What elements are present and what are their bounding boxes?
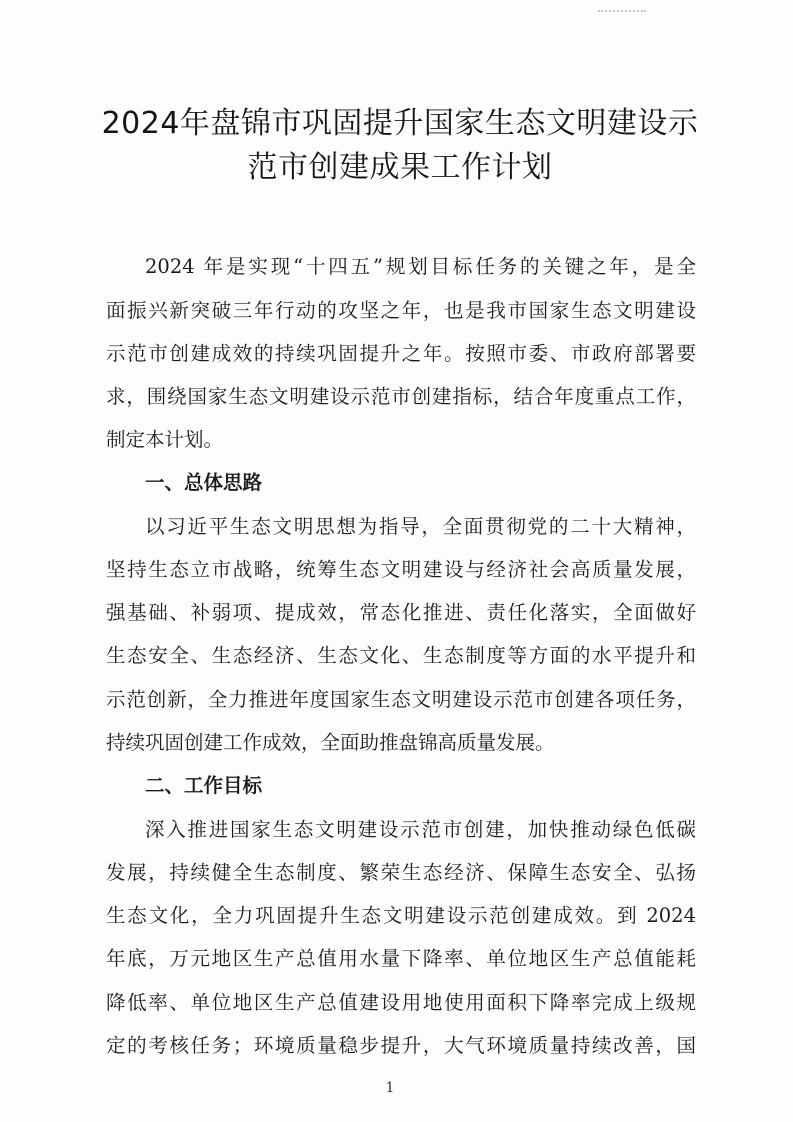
section1-line: 生态安全、生态经济、生态文化、生态制度等方面的水平提升和 xyxy=(106,644,696,667)
section2-line: 降低率、单位地区生产总值建设用地使用面积下降率完成上级规 xyxy=(106,991,696,1014)
document-title-line-2: 范市创建成果工作计划 xyxy=(247,150,553,185)
section2-line: 年底，万元地区生产总值用水量下降率、单位地区生产总值能耗 xyxy=(106,947,696,970)
scan-artifact xyxy=(598,10,646,17)
intro-line: 制定本计划。 xyxy=(106,428,224,451)
page-number: 1 xyxy=(385,1080,395,1096)
section1-line: 强基础、补弱项、提成效，常态化推进、责任化落实，全面做好 xyxy=(106,601,696,624)
intro-line: 示范市创建成效的持续巩固提升之年。按照市委、市政府部署要 xyxy=(106,342,696,365)
section2-line: 定的考核任务；环境质量稳步提升，大气环境质量持续改善，国 xyxy=(106,1034,696,1057)
section2-line: 生态文化，全力巩固提升生态文明建设示范创建成效。到 2024 xyxy=(106,904,696,927)
section1-line: 示范创新，全力推进年度国家生态文明建设示范市创建各项任务， xyxy=(106,688,696,711)
section1-line: 持续巩固创建工作成效，全面助推盘锦高质量发展。 xyxy=(106,731,555,754)
section1-line: 以习近平生态文明思想为指导，全面贯彻党的二十大精神， xyxy=(145,515,696,538)
section1-line: 坚持生态立市战略，统筹生态文明建设与经济社会高质量发展， xyxy=(106,558,696,581)
section2-line: 发展，持续健全生态制度、繁荣生态经济、保障生态安全、弘扬 xyxy=(106,861,696,884)
section-heading-work-goals: 二、工作目标 xyxy=(145,774,263,797)
intro-line: 2024 年是实现“十四五”规划目标任务的关键之年，是全 xyxy=(145,255,696,278)
section-heading-overall-approach: 一、总体思路 xyxy=(145,471,263,494)
intro-line: 求，围绕国家生态文明建设示范市创建指标，结合年度重点工作， xyxy=(106,385,696,408)
section2-line: 深入推进国家生态文明建设示范市创建，加快推动绿色低碳 xyxy=(145,818,696,841)
document-title-line-1: 2024年盘锦市巩固提升国家生态文明建设示 xyxy=(101,106,699,141)
intro-line: 面振兴新突破三年行动的攻坚之年，也是我市国家生态文明建设 xyxy=(106,299,696,322)
